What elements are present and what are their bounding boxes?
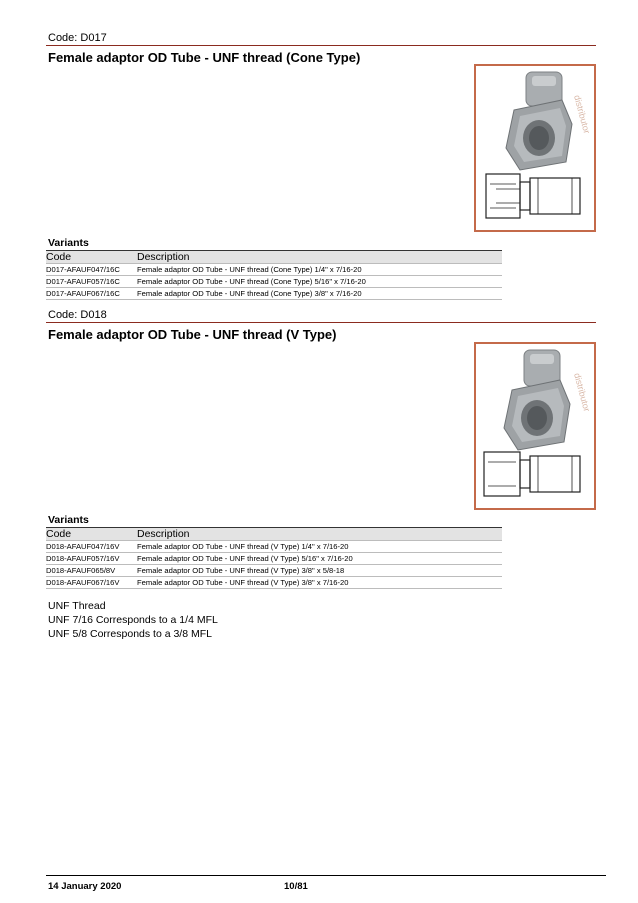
variant-code: D017-AFAUF057/16C: [46, 276, 137, 288]
table-row: [46, 541, 502, 553]
v-type-fitting-illustration: [476, 344, 594, 508]
variant-description: Female adaptor OD Tube - UNF thread (V Type) 3/8" x 7/16-20: [137, 577, 502, 589]
page-number: 10/81: [284, 881, 308, 892]
variant-code: D018-AFAUF057/16V: [46, 553, 137, 565]
thread-notes: [48, 599, 218, 641]
variant-description: Female adaptor OD Tube - UNF thread (Cone Type) 3/8" x 7/16-20: [137, 288, 502, 300]
note-line: UNF Thread: [48, 600, 106, 612]
table-header-row: [46, 251, 502, 264]
section-divider: [46, 45, 596, 46]
section-title: Female adaptor OD Tube - UNF thread (V Type): [48, 327, 337, 342]
variants-label: Variants: [48, 514, 89, 526]
variant-code: D017-AFAUF047/16C: [46, 264, 137, 276]
variant-code: D018-AFAUF067/16V: [46, 577, 137, 589]
variants-table: [46, 527, 502, 589]
variant-description: Female adaptor OD Tube - UNF thread (Cone Type) 1/4" x 7/16-20: [137, 264, 502, 276]
section-title: Female adaptor OD Tube - UNF thread (Cone Type): [48, 50, 361, 65]
product-image-frame: [474, 342, 596, 510]
variants-table: [46, 250, 502, 300]
variant-code: D017-AFAUF067/16C: [46, 288, 137, 300]
footer-date: 14 January 2020: [48, 881, 122, 892]
svg-text:distributor: distributor: [572, 371, 592, 413]
table-row: [46, 553, 502, 565]
product-image-frame: [474, 64, 596, 232]
variant-description: Female adaptor OD Tube - UNF thread (Cone Type) 5/16" x 7/16-20: [137, 276, 502, 288]
note-line: UNF 5/8 Corresponds to a 3/8 MFL: [48, 628, 212, 640]
column-header-description: Description: [137, 528, 502, 541]
variant-code: D018-AFAUF047/16V: [46, 541, 137, 553]
footer-divider: [46, 875, 606, 876]
table-row: [46, 276, 502, 288]
variant-code: D018-AFAUF065/8V: [46, 565, 137, 577]
variant-description: Female adaptor OD Tube - UNF thread (V Type) 1/4" x 7/16-20: [137, 541, 502, 553]
column-header-description: Description: [137, 251, 502, 264]
table-row: [46, 264, 502, 276]
note-line: UNF 7/16 Corresponds to a 1/4 MFL: [48, 614, 218, 626]
svg-text:distributor: distributor: [572, 93, 592, 135]
table-row: [46, 577, 502, 589]
variants-label: Variants: [48, 237, 89, 249]
section-code-label: Code: D017: [48, 32, 107, 44]
cone-type-fitting-illustration: [476, 66, 594, 230]
section-divider: [46, 322, 596, 323]
table-header-row: [46, 528, 502, 541]
column-header-code: Code: [46, 528, 137, 541]
variant-description: Female adaptor OD Tube - UNF thread (V Type) 3/8" x 5/8-18: [137, 565, 502, 577]
table-row: [46, 565, 502, 577]
section-code-label: Code: D018: [48, 309, 107, 321]
table-row: [46, 288, 502, 300]
column-header-code: Code: [46, 251, 137, 264]
variant-description: Female adaptor OD Tube - UNF thread (V Type) 5/16" x 7/16-20: [137, 553, 502, 565]
